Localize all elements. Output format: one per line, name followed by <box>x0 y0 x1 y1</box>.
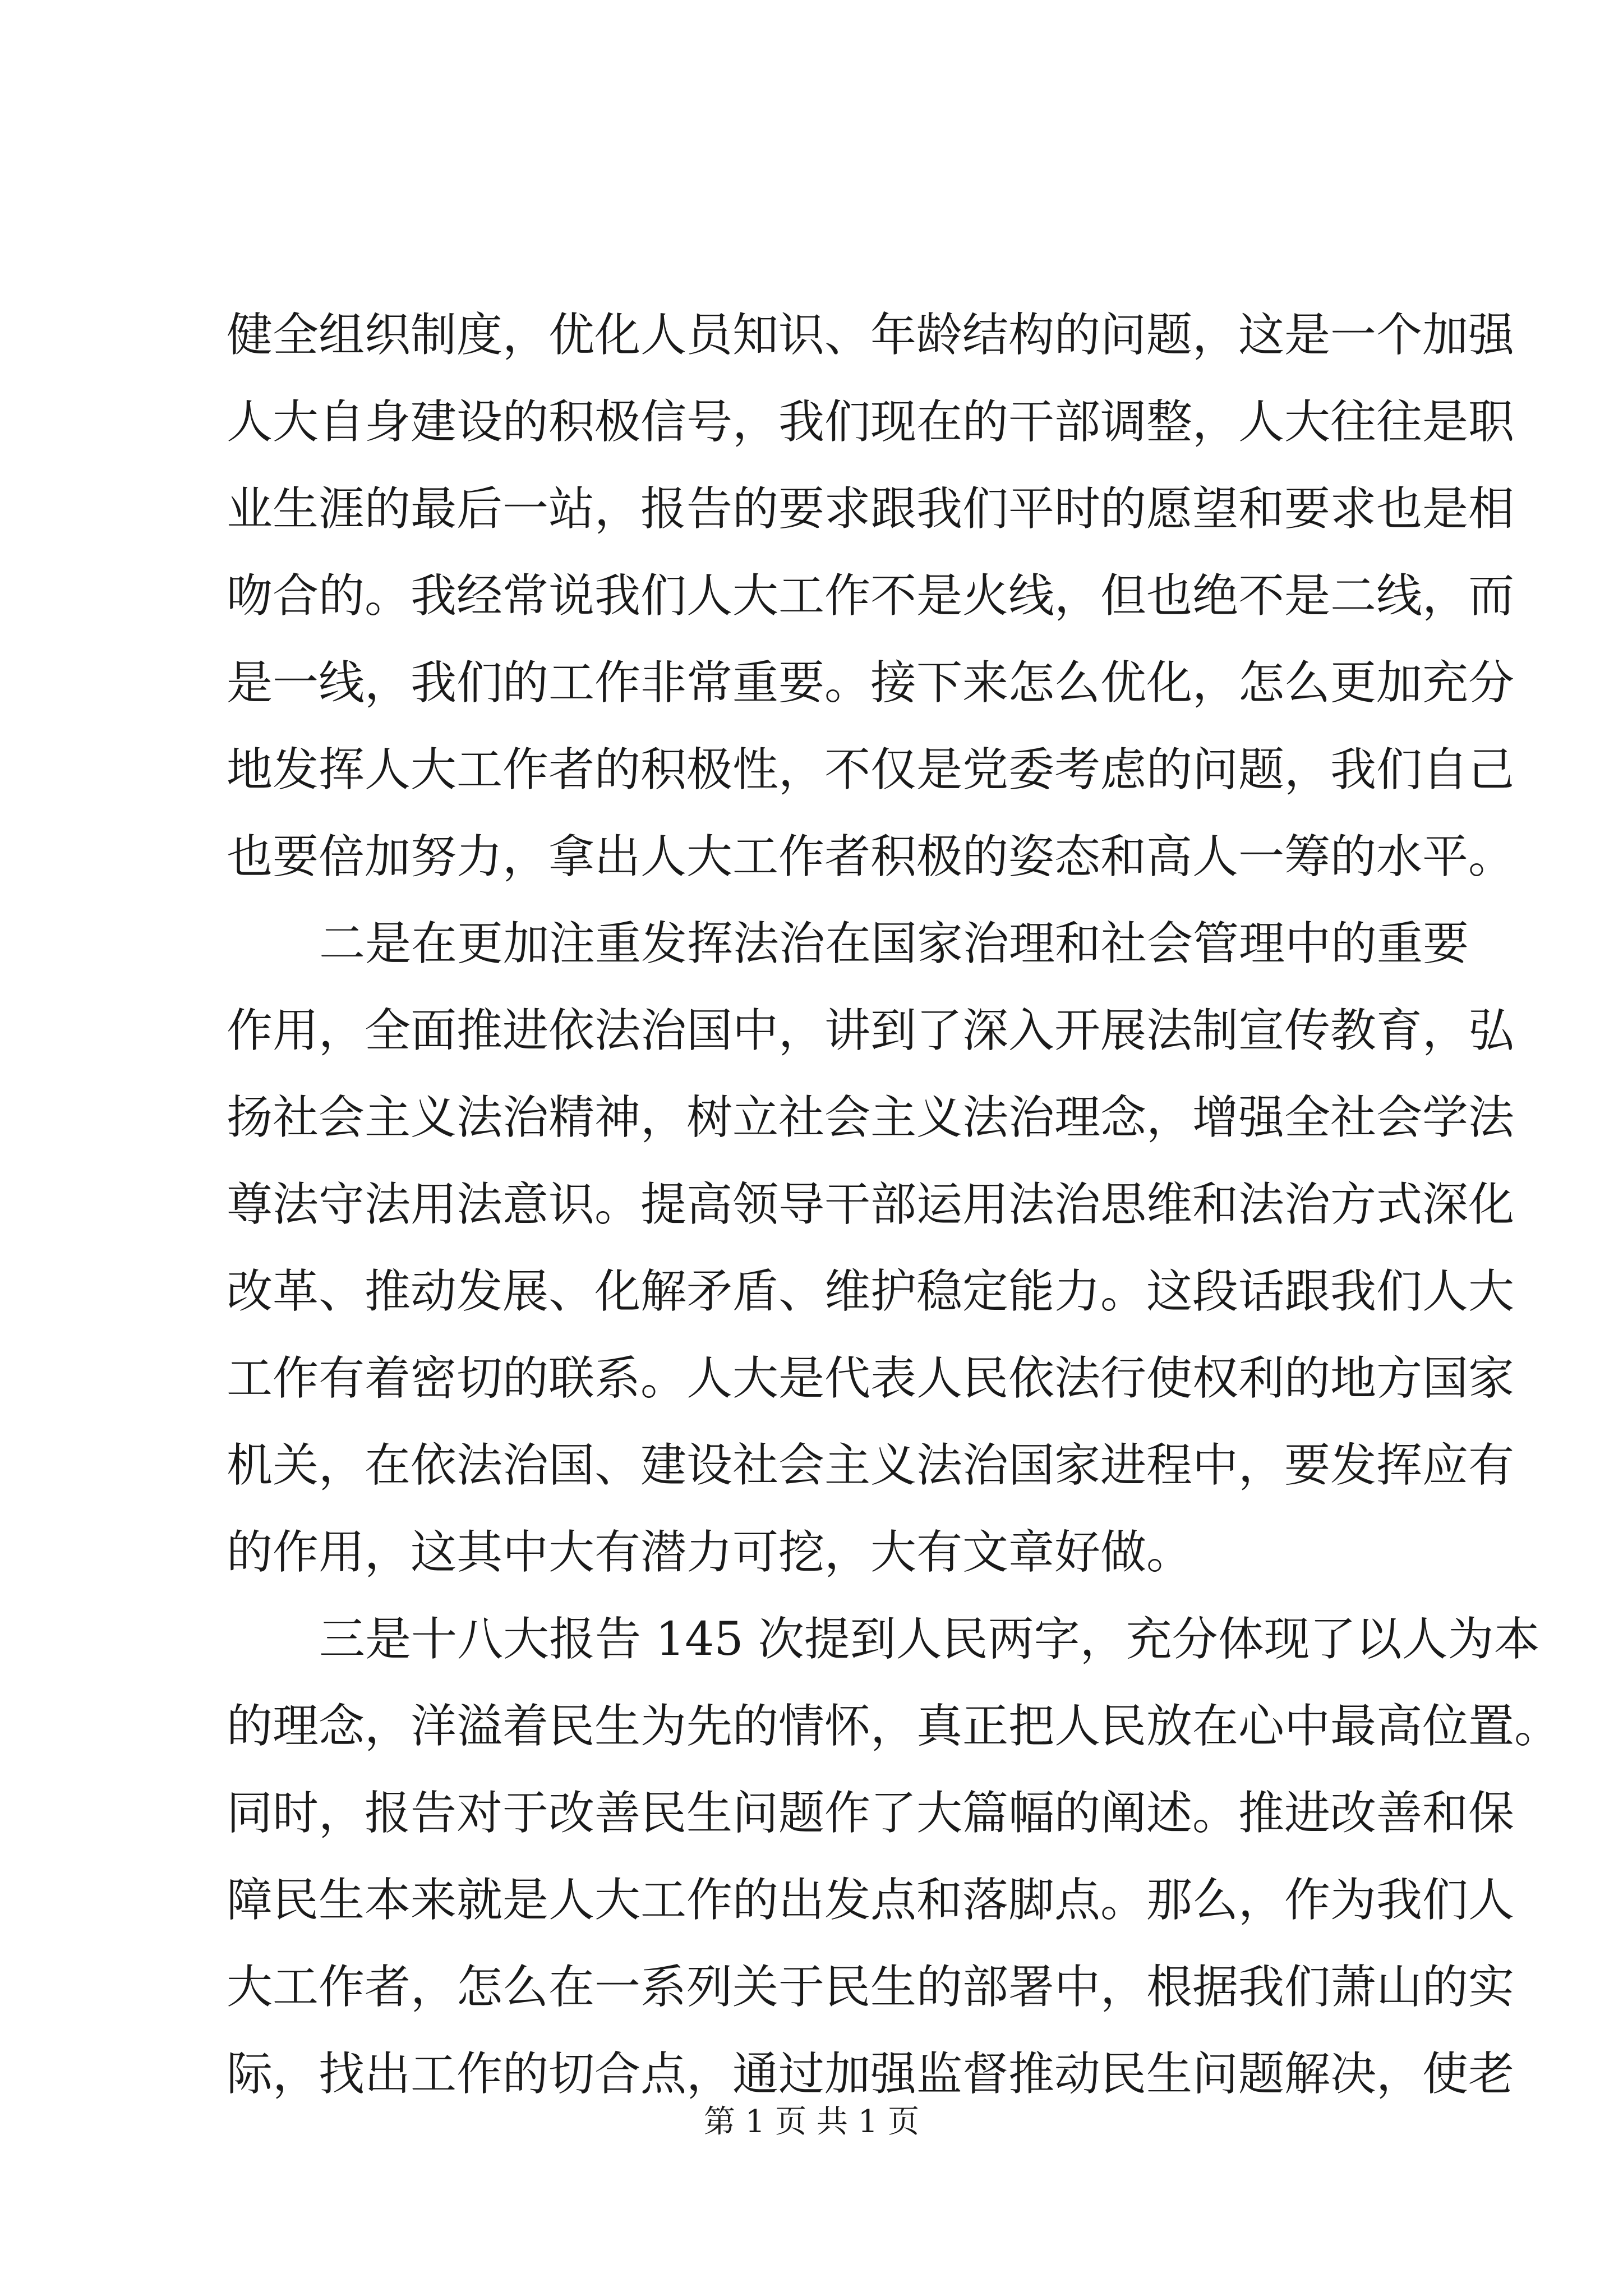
paragraph <box>227 1596 1561 2118</box>
text-line: 三是十八大报告 145 次提到人民两字，充分体现了以人为本 <box>319 1613 1540 1666</box>
text-line: 扬社会主义法治精神，树立社会主义法治理念，增强全社会学法 <box>227 1091 1515 1144</box>
text-line: 人大自身建设的积极信号，我们现在的干部调整，人大往往是职 <box>227 395 1515 449</box>
text-line: 同时，报告对于改善民生问题作了大篇幅的阐述。推进改善和保 <box>227 1787 1515 1840</box>
text-line: 大工作者，怎么在一系列关于民生的部署中，根据我们萧山的实 <box>227 1961 1515 2014</box>
page-footer: 第 1 页 共 1 页 <box>703 2104 920 2140</box>
text-line: 是一线，我们的工作非常重要。接下来怎么优化，怎么更加充分 <box>227 656 1515 710</box>
text-line: 也要倍加努力，拿出人大工作者积极的姿态和高人一筹的水平。 <box>227 830 1515 884</box>
text-line: 业生涯的最后一站，报告的要求跟我们平时的愿望和要求也是相 <box>227 482 1515 536</box>
text-line: 作用，全面推进依法治国中，讲到了深入开展法制宣传教育，弘 <box>227 1004 1515 1057</box>
text-line: 地发挥人大工作者的积极性，不仅是党委考虑的问题，我们自己 <box>227 743 1515 797</box>
text-line: 的理念，洋溢着民生为先的情怀，真正把人民放在心中最高位置。 <box>227 1700 1561 1753</box>
text-line: 吻合的。我经常说我们人大工作不是火线，但也绝不是二线，而 <box>227 569 1515 623</box>
paragraph <box>227 900 1515 1596</box>
text-line: 障民生本来就是人大工作的出发点和落脚点。那么，作为我们人 <box>227 1874 1515 1927</box>
text-line: 健全组织制度，优化人员知识、年龄结构的问题，这是一个加强 <box>227 309 1515 362</box>
text-line: 二是在更加注重发挥法治在国家治理和社会管理中的重要 <box>319 917 1469 970</box>
paragraph <box>227 292 1515 900</box>
text-line: 工作有着密切的联系。人大是代表人民依法行使权利的地方国家 <box>227 1352 1515 1405</box>
text-line: 尊法守法用法意识。提高领导干部运用法治思维和法治方式深化 <box>227 1178 1515 1231</box>
text-line: 际，找出工作的切合点，通过加强监督推动民生问题解决，使老 <box>227 2047 1515 2101</box>
document-body <box>227 292 1561 2118</box>
text-line: 的作用，这其中大有潜力可挖，大有文章好做。 <box>227 1526 1193 1579</box>
text-line: 机关，在依法治国、建设社会主义法治国家进程中，要发挥应有 <box>227 1439 1515 1492</box>
text-line: 改革、推动发展、化解矛盾、维护稳定能力。这段话跟我们人大 <box>227 1265 1515 1318</box>
